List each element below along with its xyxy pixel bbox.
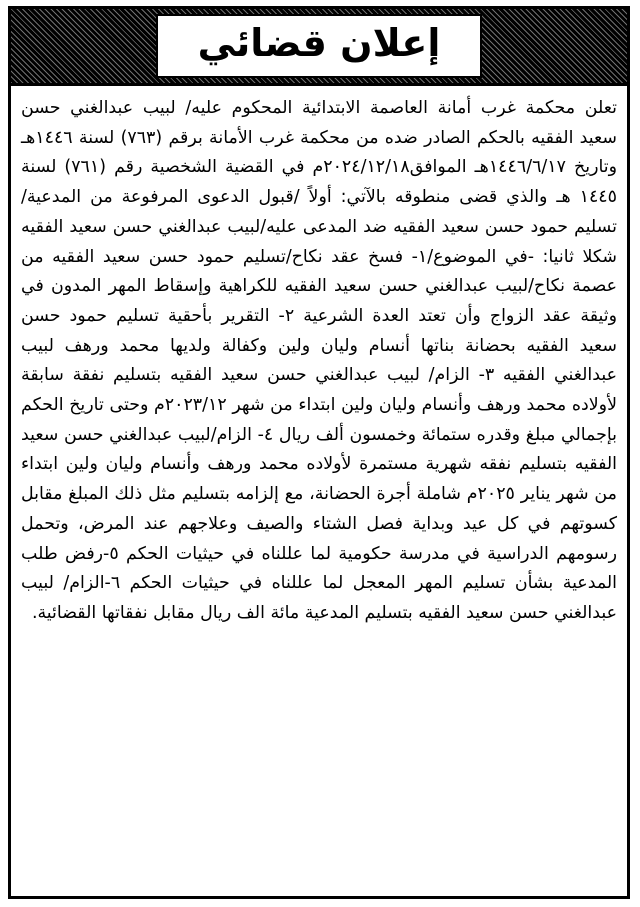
title-box	[156, 14, 483, 78]
notice-body: تعلن محكمة غرب أمانة العاصمة الابتدائية المحكوم عليه/ لبيب عبدالغني حسن سعيد الفقيه بالحكم الصادر ضده من محكمة غرب الأمانة برقم (٧٦٣) لسنة ١٤٤٦هـ وتاريخ ١٤٤٦/٦/١٧هـ الموافق٢٠٢٤/١٢/١٨م في القضية الشخصية رقم (٧٦١) لسنة ١٤٤٥ هـ والذي قضى منطوقه بالآتي: أولاً /قبول الدعوى المرفوعة من المدعية/تسليم حمود حسن سعيد الفقيه ضد المدعى عليه/لبيب عبدالغني حسن سعيد الفقيه شكلا ثانيا: -في الموضوع/١- فسخ عقد نكاح/تسليم حمود حسن سعيد الفقيه من عصمة نكاح/لبيب عبدالغني حسن سعيد الفقيه للكراهية وإسقاط المهر المدون في وثيقة عقد الزواج وأن تعتد العدة الشرعية ٢- التقرير بأحقية تسليم حمود حسن سعيد الفقيه بحضانة بناتها أنسام وليان ولين وكفالة ولديها محمد ورهف لبيب عبدالغني الفقيه ٣- الزام/ لبيب عبدالغني حسن سعيد الفقيه بتسليم نفقة سابقة لأولاده محمد ورهف وأنسام وليان ولين ابتداء من شهر ٢٠٢٣/١٢م وحتى تاريخ الحكم بإجمالي مبلغ وقدره ستمائة وخمسون ألف ريال ٤- الزام/لبيب عبدالغني حسن سعيد الفقيه بتسليم نفقه شهرية مستمرة لأولاده محمد ورهف وأنسام وليان ولين ابتداء من شهر يناير ٢٠٢٥م شاملة أجرة الحضانة، مع إلزامه بتسليم مثل ذلك المبلغ مقابل كسوتهم في كل عيد وبداية فصل الشتاء والصيف وعلاجهم عند المرض، وتحمل رسومهم الدراسية في مدرسة حكومية لما عللناه في حيثيات الحكم ٥-رفض طلب المدعية بشأن تسليم المهر المعجل لما عللناه في حيثيات الحكم ٦-الزام/ لبيب عبدالغني حسن سعيد الفقيه بتسليم المدعية مائة الف ريال مقابل نفقاتها القضائية.	[21, 98, 618, 623]
judicial-notice	[8, 6, 630, 899]
notice-header	[11, 9, 627, 86]
notice-title: إعلان قضائي	[197, 21, 441, 65]
